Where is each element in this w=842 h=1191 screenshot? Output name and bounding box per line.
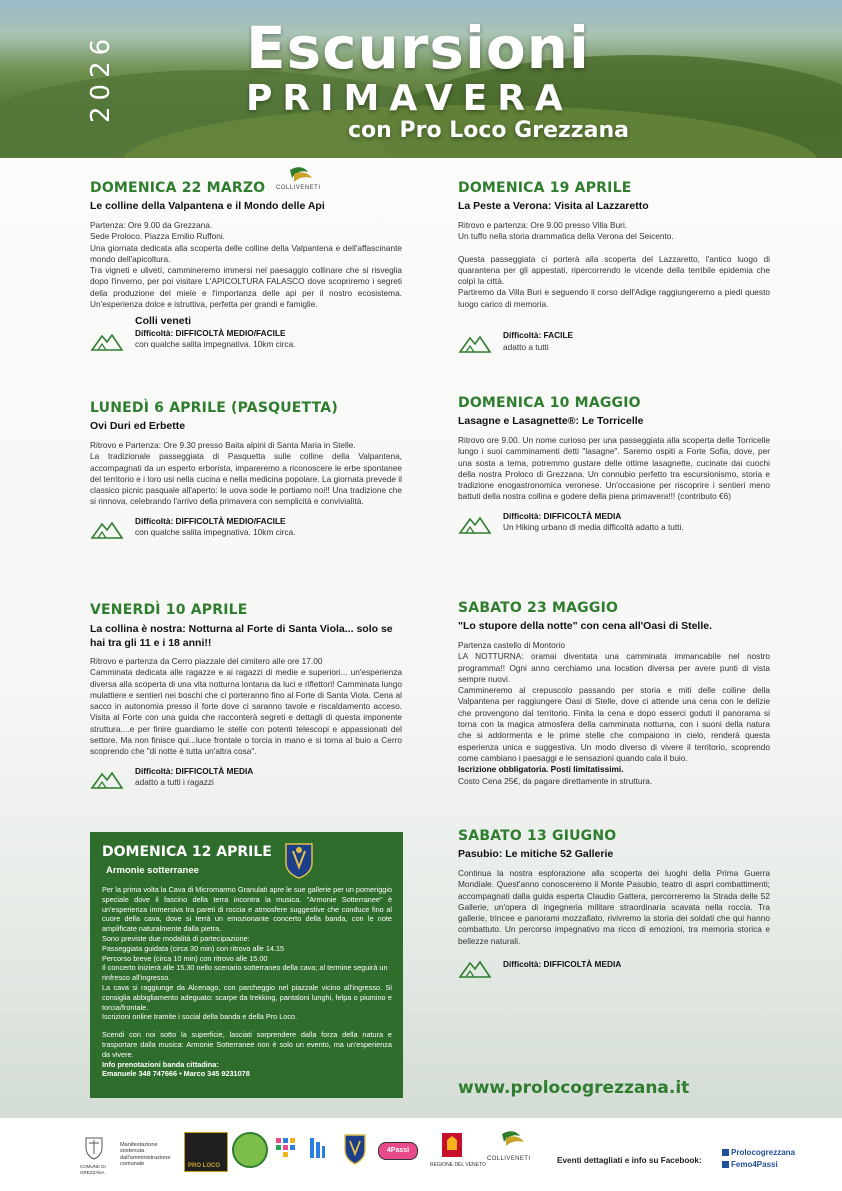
event-22-marzo (90, 180, 402, 351)
difficulty-note: Un Hiking urbano di media difficoltà adatto a tutti. (503, 522, 684, 533)
event-subtitle: Pasubio: Le mitiche 52 Gallerie (458, 848, 614, 860)
facebook-icon (722, 1161, 729, 1168)
event-date: DOMENICA 19 APRILE (458, 180, 632, 196)
difficulty-block (458, 511, 770, 534)
info-label: Info prenotazioni banda cittadina: (102, 1059, 219, 1069)
event-subtitle: La Peste a Verona: Visita al Lazzaretto (458, 200, 649, 212)
colliveneti-footer-text: COLLIVENETI (487, 1156, 531, 1162)
event-6-aprile (90, 400, 402, 539)
event-13-giugno (458, 828, 770, 971)
pro-loco-logo (184, 1132, 228, 1172)
mountain-icon (90, 768, 124, 790)
difficulty-label: Difficoltà: DIFFICOLTÀ MEDIA (503, 510, 622, 521)
event-19-aprile (458, 180, 770, 353)
event-date: DOMENICA 10 MAGGIO (458, 395, 641, 411)
event-10-aprile (90, 602, 402, 789)
event-subtitle: La collina è nostra: Notturna al Forte di Santa Viola... solo se hai tra gli 11 e i 18 anni!! (90, 623, 393, 649)
event-body: Per la prima volta la Cava di Micromarmo Granulati apre le sue gallerie per un pomeriggio speciale dove il fascino della terra incontra la musica. "Armonie Sotterranee" è un'esperienza immersiva tra pareti di roccia e atmosfere suggestive che conduce fino al cuore della cava, dove si terrà un emozionante concerto della banda, con le note amplificate naturalmente dalla pietra. Sono previste due modalità di partecipazione: Passeggiata guidata (circa 30 min) con ritrovo alle 14.15 Percorso breve (circa 10 min) con ritrovo alle 15.00 Il concerto inizierà alle 15.30 nello scenario sotterraneo della cava; al termine seguirà un rinfresco all'ingresso. La cava si raggiunge da Alcenago, con parcheggio nel piazzale vicino all'ingresso. Si consiglia abbigliamento adeguato: scarpe da trekking, pantaloni lunghi, felpa o piumino e torcia/frontale. Iscrizioni online tramite i social della banda e della Pro Loco. Scendi con noi sotto la superficie, lasciati sorprendere dalla forza della natura e trasportare dalla musica: Armonie Sotterranee non è solo un evento, ma un'esperienza da vivere. Info prenotazioni banda cittadina: Emanuele 348 747666 • Marco 345 9231078 (102, 885, 392, 1079)
title-primavera: PRIMAVERA (246, 78, 573, 119)
event-body: Partenza castello di Montorio LA NOTTURNA: oramai diventata una camminata immancabile nel nostro programma!! Ogni anno cerchiamo una location diversa per avere punti di vista sempre nuovi. Cammineremo al crepuscolo passando per storia e miti delle colline della Valpantena per raggiungere Oasi di Stelle, dove ci attende una cena con le delizie che provengono dal territorio. Finita la cena e dopo esserci goduti il panorama si torna con la magica atmosfera della camminata notturna, con i suoni della natura che si addormenta e le prime stelle che compaiono in cielo, renderà questa esperienza unica e suggestiva. Un modo diverso di vivere il territorio, scoprendo come cambiano i paesaggi e le sensazioni quando cala il buio. Iscrizione obbligatoria. Posti limitatissimi. Costo Cena 25€, da pagare direttamente in struttura. (458, 640, 770, 786)
difficulty-block (90, 516, 402, 539)
circle-partner-logo (232, 1132, 268, 1168)
event-subtitle: Lasagne e Lasagnette®: Le Torricelle (458, 415, 644, 427)
facebook-link-prolocogrezzana[interactable]: Prolocogrezzana (722, 1148, 795, 1157)
difficulty-label: Difficoltà: DIFFICOLTÀ MEDIO/FACILE (135, 327, 286, 338)
difficulty-note: con qualche salita impegnativa. 10km circa. (135, 527, 296, 538)
colliveneti-footer-icon (494, 1130, 530, 1152)
difficulty-block (90, 316, 402, 351)
difficulty-note: con qualche salita impegnativa. 10km circa. (135, 339, 296, 350)
difficulty-block (458, 330, 770, 353)
event-body: Ritrovo e partenza da Cerro piazzale del cimitero alle ore 17.00 Camminata dedicata alle ragazze e ai ragazzi di medie e superiori... un'esperienza diversa alla scoperta di una vita notturna lontana da luci e riflettori! Camminata lungo mulattiere e sentieri nei boschi che ci porteranno fino al Forte di Santa Viola. Cena al sacco in autonomia presso il forte dove ci saranno tavole e riscaldamento acceso. Visita al Forte con una guida che racconterà segreti e dettagli di questa imponente struttura....e per finire guardiamo le stelle con potenti telescopi e appassionati del settore. Ma non finisce qui...luce frontale o torcia in mano e si torna al buio a Cerro scoprendo che "di notte è tutta un'altra cosa". (90, 656, 402, 757)
header-banner (0, 0, 842, 158)
regione-label: REGIONE DEL VENETO (430, 1162, 486, 1168)
comune-label: COMUNE DI GREZZANA (80, 1164, 106, 1176)
difficulty-label: Difficoltà: FACILE (503, 330, 574, 341)
sponsor-text: Manifestazione sostenuta dall'amministrazione comunale (120, 1142, 171, 1168)
event-subtitle: Armonie sotterranee (106, 865, 199, 876)
footer (0, 1118, 842, 1191)
info-contacts: Emanuele 348 747666 • Marco 345 9231078 (102, 1069, 250, 1079)
mountain-icon (458, 957, 492, 979)
title-pro-loco: con Pro Loco Grezzana (348, 118, 629, 143)
event-subtitle: Le colline della Valpantena e il Mondo delle Api (90, 200, 325, 212)
femo4passi-logo: 4Passi (378, 1142, 418, 1160)
difficulty-block (458, 955, 770, 971)
facebook-icon (722, 1149, 729, 1156)
difficulty-label: Difficoltà: DIFFICOLTÀ MEDIA (135, 765, 254, 776)
event-date: LUNEDÌ 6 APRILE (PASQUETTA) (90, 400, 338, 416)
partner-label: Colli veneti (135, 315, 192, 328)
mountain-icon (458, 513, 492, 535)
event-date: DOMENICA 22 MARZO (90, 180, 266, 196)
mountain-icon (458, 332, 492, 354)
difficulty-note: adatto a tutti (503, 341, 549, 352)
event-10-maggio (458, 395, 770, 534)
band-crest-icon (283, 841, 315, 879)
event-body: Partenza: Ore 9.00 da Grezzana. Sede Proloco. Piazza Emilio Ruffoni. Una giornata dedicata alla scoperta delle colline della Valpantena e dell'affascinante mondo dell'apicoltura. Tra vigneti e ulivetí, cammineremo immersi nel paesaggio collinare che si risveglia dopo l'inverno, per poi visitare L'APICOLTURA FALASCO dove scopriremo i segreti della produzione del miele e l'importanza delle api per il nostro ecosistema. Un'esperienza dolce e istruttiva, perfetta per grandi e famiglie. (90, 220, 402, 310)
difficulty-block (90, 766, 402, 789)
year-label: 2026 (86, 32, 116, 123)
difficulty-label: Difficoltà: DIFFICOLTÀ MEDIO/FACILE (135, 515, 286, 526)
regione-veneto-icon (441, 1132, 463, 1158)
difficulty-note: adatto a tutti i ragazzi (135, 777, 214, 788)
pro-loco-logo-text: PRO LOCO (188, 1163, 221, 1169)
event-date: VENERDÌ 10 APRILE (90, 602, 248, 618)
grid-partner-logo (274, 1136, 298, 1160)
banda-logo-icon (342, 1132, 368, 1166)
event-body: Continua la nostra esplorazione alla scoperta dei luoghi della Prima Guerra Mondiale. Quest'anno conosceremo il Monte Pasubio, teatro di aspri combattimenti; accompagnati dalla guida esperta Claudio Gattera, percorreremo la Strada delle 52 Gallerie, un'opera di ingegneria militare straordinaria scavata nella roccia. Tra gallerie, trincee e panorami mozzafiato, rivivremo la storia dei soldati che qui hanno combattuto. Un percorso impegnativo ma ricco di emozioni, tra memoria storica e bellezze naturali. (458, 868, 770, 946)
event-subtitle: "Lo stupore della notte" con cena all'Oasi di Stelle. (458, 620, 713, 632)
comune-stemma-icon (84, 1134, 104, 1160)
stripes-partner-logo (308, 1136, 326, 1160)
event-body: Ritrovo ore 9.00. Un nome curioso per una passeggiata alla scoperta delle Torricelle lungo i suoi camminamenti detti "lasagne". Saremo ospiti a Forte Sofia, dove, per una sosta a tema, potremmo gustare delle ottime lasagnette, cucinate dai cuochi della nostra Proloco di Grezzana. Un connubio perfetto tra escursionismo, storia e tradizione enogastronomica veronese. Un'occasione per riscoprire i sentieri meno battuti della nostra collina e godere della piena primavera!!! (contributo €6) (458, 435, 770, 502)
event-box-12-aprile (90, 832, 403, 1098)
facebook-link-femo4passi[interactable]: Femo4Passi (722, 1160, 778, 1169)
event-date: DOMENICA 12 APRILE (102, 844, 272, 860)
event-date: SABATO 13 GIUGNO (458, 828, 617, 844)
event-body: Ritrovo e partenza: Ore 9.00 presso Villa Buri. Un tuffo nella storia drammatica della Verona del Seicento. Questa passeggiata ci porterà alla scoperta del Lazzaretto, l'antico luogo di quarantena per gli appestati, ripercorrendo le vicende della terribile epidemia che colpì la città. Partiremo da Villa Buri e seguendo il corso dell'Adige raggiungeremo a piedi questo luogo carico di memoria. (458, 220, 770, 309)
mountain-icon (90, 330, 124, 352)
title-escursioni: Escursioni (246, 14, 590, 82)
event-date: SABATO 23 MAGGIO (458, 600, 619, 616)
event-23-maggio (458, 600, 770, 787)
website-link[interactable]: www.prolocogrezzana.it (458, 1078, 690, 1098)
event-subtitle: Ovi Duri ed Erbette (90, 420, 186, 432)
colliveneti-logo-text: COLLIVENETI (276, 185, 321, 191)
facebook-info-label: Eventi dettagliati e info su Facebook: (557, 1156, 702, 1165)
mountain-icon (90, 518, 124, 540)
difficulty-label: Difficoltà: DIFFICOLTÀ MEDIA (503, 959, 622, 970)
event-body: Ritrovo e Partenza: Ore 9.30 presso Baita alpini di Santa Maria in Stelle. La tradizionale passeggiata di Pasquetta sulle colline della Valpantena, accompagnati da un esperto erborista, impareremo a riconoscere le erbe spontanee del territorio e i loro usi nella cucina e nella medicina popolare. La giornata prevede il classico picnic pasquale all'aperto: le uova sode le portiamo noi!! Una tradizione che si rinnova, celebrando l'arrivo della primavera con semplicità e convivialità. (90, 440, 402, 507)
